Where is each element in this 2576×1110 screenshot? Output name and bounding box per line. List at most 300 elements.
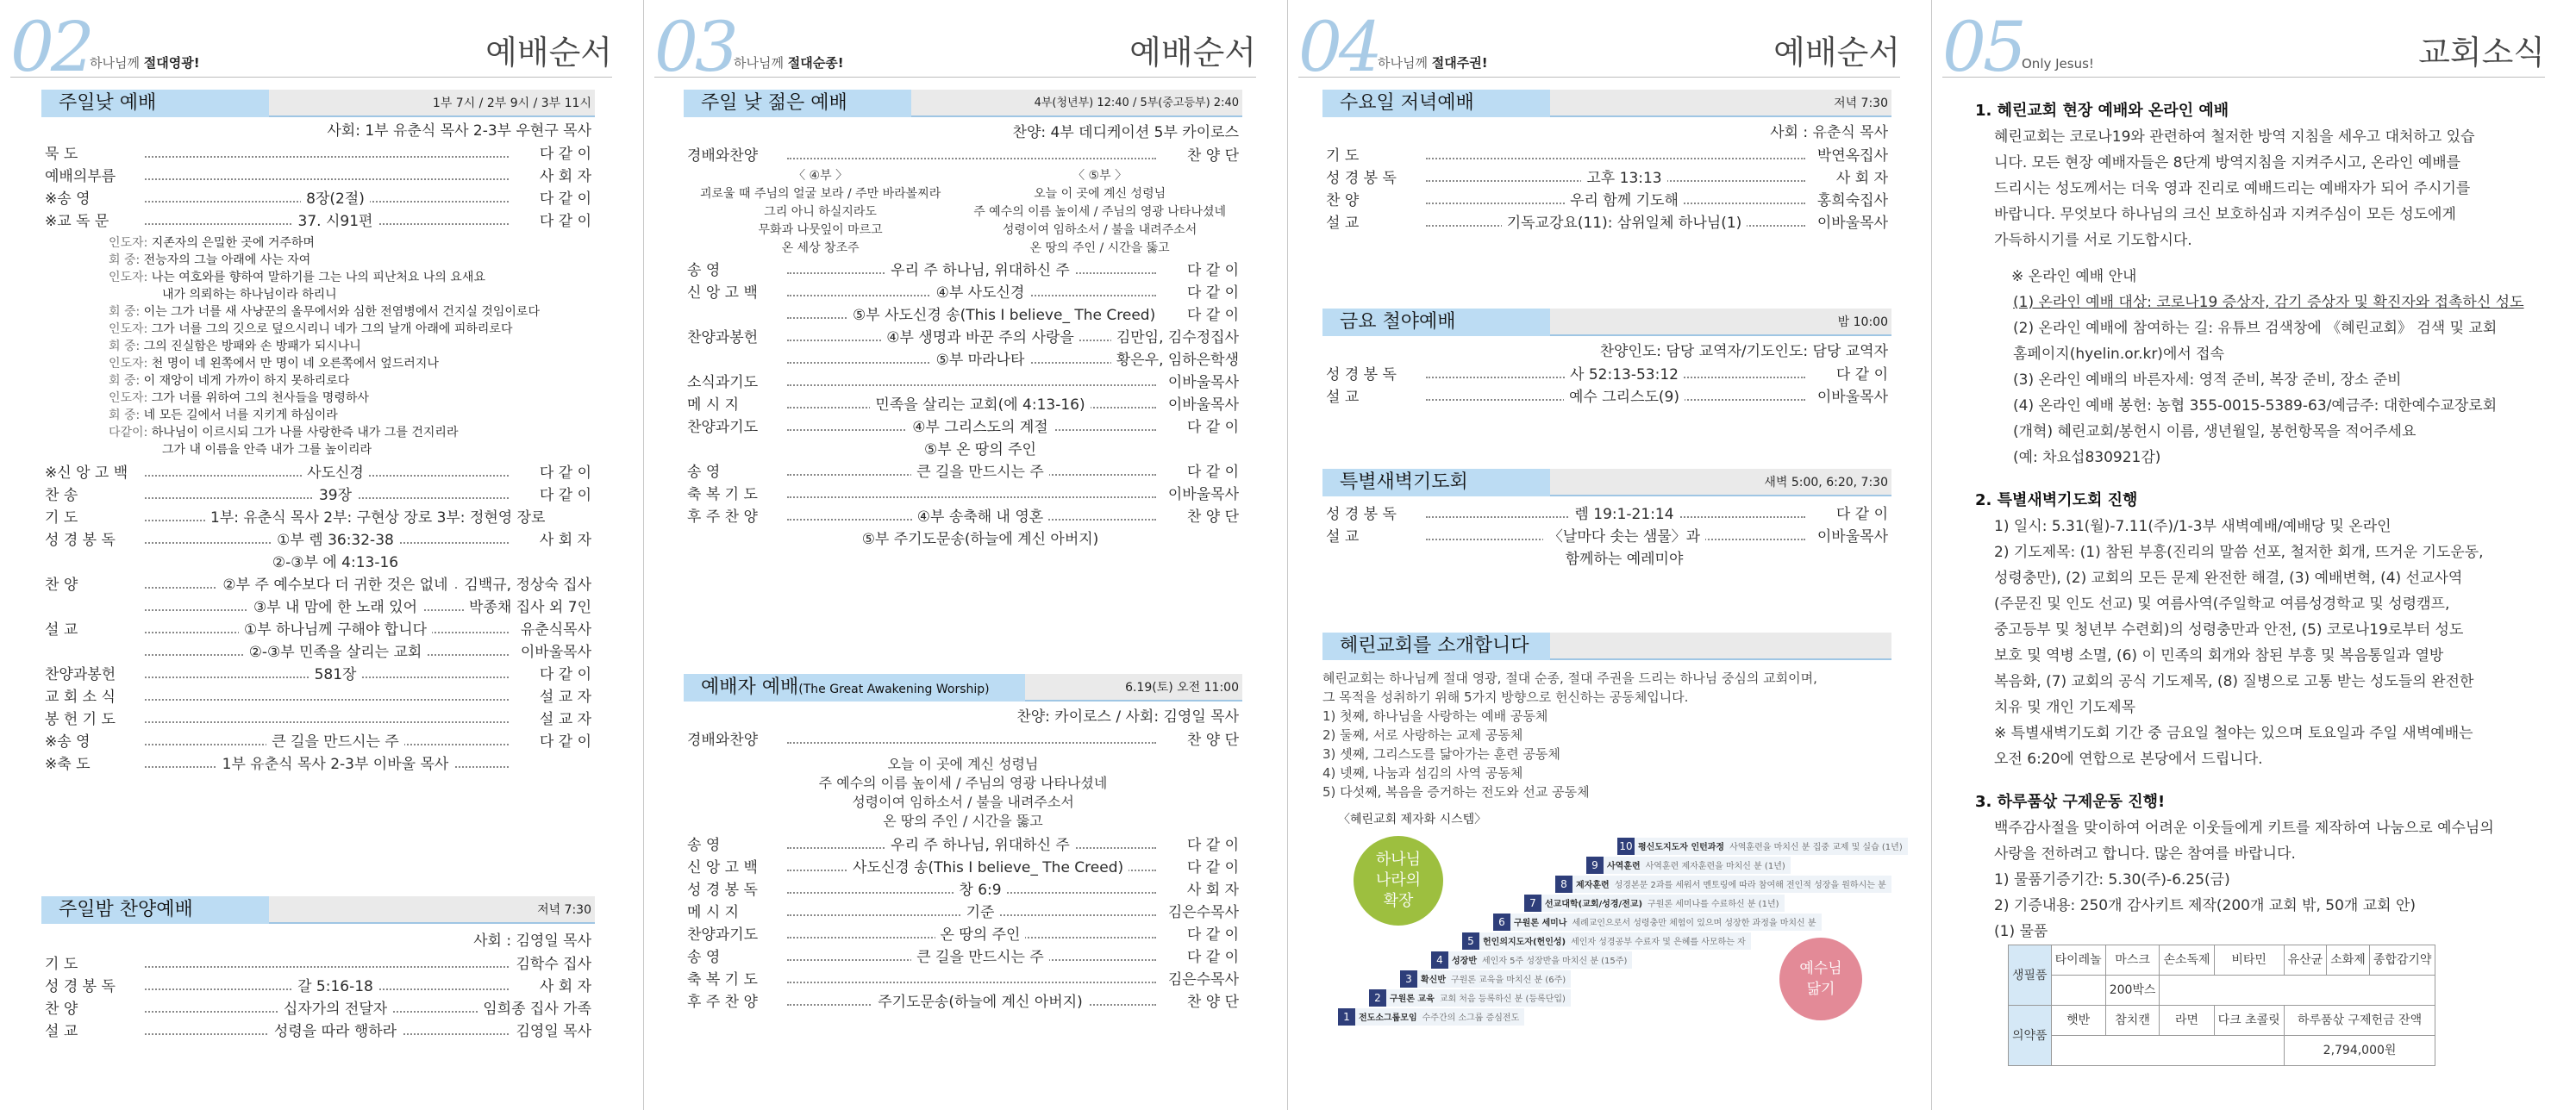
order-row: [41, 641, 595, 664]
row-label: 설 교: [45, 1023, 78, 1040]
reading-text: 그가 너를 그의 깃으로 덮으시리니 네가 그의 날개 아래에 피하리로다: [151, 322, 513, 336]
reading-text: 천 명이 네 왼쪽에서 만 명이 네 오른쪽에서 엎드러지나: [151, 357, 439, 371]
body-line: 2) 기증내용: 250개 감사키트 제작(200개 교회 밖, 50개 교회 안): [1994, 897, 2417, 914]
song-line: 오늘 이 곳에 계신 성령님: [1034, 187, 1166, 201]
step-item: [1431, 951, 1632, 969]
section-bar: [1322, 90, 1891, 117]
row-content-text: ②부 주 예수보다 더 귀한 것은 없네: [217, 577, 453, 594]
body-line: 혜린교회는 코로나19와 관련하여 철저한 방역 지침을 세우고 대처하고 있습: [1994, 128, 2475, 146]
row-dots: [787, 496, 1156, 498]
row-label: 기 도: [45, 956, 78, 973]
row-content: [847, 416, 1113, 439]
row-content-text: ⑤부 사도신경 송(This I believe_ The Creed): [847, 307, 1160, 324]
order-list: [1322, 145, 1891, 234]
step-number: 3: [1400, 970, 1417, 988]
section-time: 1부 7시 / 2부 9시 / 3부 11시: [432, 97, 591, 110]
row-content-text: 주기도문송(하늘에 계신 아버지): [872, 994, 1088, 1011]
row-content-text: 큰 길을 만드시는 주: [266, 733, 404, 751]
news-note: [1975, 720, 2535, 772]
row-content: [205, 753, 466, 776]
intro-line: 1) 첫째, 하나님을 사랑하는 예배 공동체: [1322, 708, 1548, 724]
row-content: [205, 976, 466, 998]
order-row: [684, 439, 1242, 461]
row-person: 다 같 이: [1831, 503, 1888, 526]
step-item: [1555, 876, 1891, 893]
note-line: 오전 6:20에 연합으로 본당에서 드립니다.: [1994, 751, 2263, 768]
circle-text: 하나님: [1375, 851, 1422, 869]
step-number: 9: [1586, 857, 1604, 874]
page-number: 04: [1298, 7, 1379, 87]
order-row: [41, 574, 595, 596]
row-content: [1486, 548, 1762, 571]
row-content: [847, 349, 1113, 371]
row-label: ※축 도: [45, 756, 91, 773]
responsive-reading: [41, 234, 595, 458]
row-label: 송 영: [687, 464, 721, 481]
reading-line: [41, 286, 595, 303]
order-row: [41, 507, 595, 529]
order-list: [684, 259, 1242, 551]
row-content: [205, 462, 466, 484]
step-title: 헌인의지도자(헌인성): [1483, 938, 1566, 947]
step-desc: 성경본문 2과를 세워서 멘토링에 따라 참여해 전인적 성장을 원하시는 분: [1614, 881, 1886, 890]
row-content: [1486, 526, 1762, 548]
row-content-text: ③부 내 맘에 한 노래 있어: [248, 599, 422, 616]
friday-worship: [1322, 309, 1891, 408]
row-content-text: 8장(2절): [301, 190, 370, 208]
page-title: 예배순서: [485, 34, 612, 72]
row-person: 김은수목사: [1163, 901, 1239, 924]
body-line: 중고등부 및 청년부 수련회)의 성령충만과 안전, (5) 코로나19로부터 성도: [1994, 621, 2464, 639]
step-number: 6: [1493, 914, 1510, 931]
reading-line: [41, 372, 595, 390]
body-line: 바랍니다. 무엇보다 하나님의 크신 보호하심과 지켜주심이 모든 성도에게: [1994, 206, 2456, 223]
section-time: 밤 10:00: [1837, 315, 1888, 329]
reading-line: [41, 355, 595, 372]
row-content: [847, 857, 1124, 879]
row-label: 소식과기도: [687, 374, 759, 391]
intro-line: 5) 다섯째, 복음을 증거하는 전도와 선교 공동체: [1322, 784, 1590, 800]
row-dots: [787, 384, 1156, 386]
row-label: 신 앙 고 백: [687, 859, 758, 876]
body-line: (1) 물품: [1994, 923, 2048, 940]
intro-line: 3) 셋째, 그리스도를 닮아가는 훈련 공동체: [1322, 746, 1560, 762]
table-cell: 참치캔: [2105, 1006, 2160, 1036]
reading-text: 그가 너를 위하여 그의 천사들을 명령하사: [151, 391, 369, 405]
section-title: 혜린교회를 소개합니다: [1322, 633, 1550, 660]
row-content: [847, 506, 1113, 528]
news-body: [1975, 124, 2535, 253]
row-content: [847, 879, 1113, 901]
order-row: [41, 753, 595, 776]
order-list: [41, 953, 595, 1043]
row-content-text: 우리 주 하나님, 위대하신 주: [885, 837, 1075, 854]
row-label: 축 복 기 도: [687, 971, 758, 988]
row-label: 찬양과봉헌: [687, 329, 759, 346]
order-row: [684, 969, 1242, 991]
row-label: 성 경 봉 독: [1326, 170, 1397, 187]
section-bar: [684, 674, 1242, 702]
page-worship-order-2: [644, 0, 1288, 1110]
step-item: [1493, 914, 1822, 931]
presider: 사회 : 김영일 목사: [473, 932, 591, 950]
row-content-text: 렘 19:1-21:14: [1569, 506, 1679, 523]
order-row: [41, 552, 595, 574]
body-line: 사랑을 전하려고 합니다. 많은 참여를 바랍니다.: [1994, 845, 2296, 863]
row-content-text: 큰 길을 만드시는 주: [911, 464, 1049, 481]
intro-line: 2) 둘째, 서로 사랑하는 교제 공동체: [1322, 727, 1523, 743]
row-person: 다 같 이: [535, 484, 591, 507]
reading-speaker: 회 중:: [109, 340, 144, 353]
item-line: (4) 온라인 예배 봉헌: 농협 355-0015-5389-63/예금주: 대한예수교장로회: [2013, 397, 2498, 415]
song-line: 성령이여 임하소서 / 불을 내려주소서: [852, 794, 1074, 810]
sunday-day-worship: [41, 90, 595, 776]
item-line: (2) 온라인 예배에 참여하는 길: 유튜브 검색창에 《혜린교회》 검색 및 교회: [2013, 320, 2498, 337]
body-line: 치유 및 개인 기도제목: [1994, 699, 2136, 716]
page-worship-order-1: [0, 0, 644, 1110]
row-content-text: 1부 유춘식 목사 2-3부 이바울 목사: [217, 756, 454, 773]
row-content: [847, 259, 1113, 282]
step-desc: 사역훈련을 마치신 분 집중 교제 및 실습 (1년): [1729, 843, 1903, 852]
row-label: 후 주 찬 양: [687, 994, 758, 1011]
row-content: [1486, 167, 1762, 190]
row-person: 김은수목사: [1163, 969, 1239, 991]
reading-line: [41, 269, 595, 286]
step-title: 제자훈련: [1576, 881, 1610, 890]
reading-text: 네 모든 길에서 너를 지키게 하심이라: [143, 408, 338, 422]
step-title: 사역훈련: [1607, 862, 1641, 871]
reading-speaker: 인도자:: [109, 236, 152, 250]
online-notice-title: ※ 온라인 예배 안내: [2011, 268, 2137, 285]
dawn-prayer: [1322, 469, 1891, 571]
row-person: 다 같 이: [535, 462, 591, 484]
row-content: [205, 731, 466, 753]
table-cell: 마스크: [2105, 945, 2160, 976]
page-church-news: [1932, 0, 2576, 1110]
row-label: 설 교: [1326, 528, 1360, 546]
order-row: [1322, 212, 1891, 234]
row-label: ※신 앙 고 백: [45, 465, 128, 482]
circle-text: 나라의: [1375, 871, 1422, 889]
awakening-worship: [684, 674, 1242, 1013]
sunday-night-worship: [41, 896, 595, 1043]
row-label: 예배의부름: [45, 168, 116, 185]
section-time: 저녁 7:30: [1834, 97, 1888, 110]
row-label: 송 영: [687, 949, 721, 966]
order-row: [684, 259, 1242, 282]
step-title: 구원론 세미나: [1514, 919, 1567, 928]
section-time: 4부(청년부) 12:40 / 5부(중고등부) 2:40: [1034, 97, 1239, 109]
row-person: 다 같 이: [1182, 834, 1239, 857]
row-label: 찬양과봉헌: [45, 666, 116, 683]
row-label: 묵 도: [45, 146, 78, 163]
order-row: [684, 857, 1242, 879]
row-content-text: 고후 13:13: [1581, 170, 1666, 187]
relief-table: [2008, 945, 2435, 1066]
page-header: [654, 7, 1256, 87]
reading-text: 그의 진실함은 방패와 손 방패가 되시나니: [143, 340, 361, 353]
row-dots: [145, 721, 509, 723]
page-motto: 하나님께 절대순종!: [734, 55, 844, 71]
news-body: [1975, 815, 2535, 945]
row-label: 봉 헌 기 도: [45, 711, 116, 728]
reading-speaker: 회 중:: [109, 253, 144, 267]
row-person: 설 교 자: [535, 708, 591, 731]
body-line: 드리시는 성도께서는 더욱 영과 진리로 예배드리는 예배자가 되어 주시기를: [1994, 180, 2471, 197]
step-item: [1524, 895, 1785, 912]
row-label: 성 경 봉 독: [45, 978, 116, 995]
reading-text: 이 재앙이 네게 가까이 하지 못하리로다: [143, 374, 350, 388]
circle-text: 예수님: [1799, 960, 1842, 977]
section-title: 예배자 예배(The Great Awakening Worship): [684, 674, 1025, 702]
reading-speaker: 회 중:: [109, 305, 144, 319]
table-cell: 다크 초콜릿: [2214, 1006, 2284, 1036]
reading-speaker: 인도자:: [109, 322, 152, 336]
row-person: 다 같 이: [535, 143, 591, 165]
page-motto: Only Jesus!: [2022, 56, 2094, 72]
row-label: ※송 영: [45, 190, 91, 208]
section-title: 주일낮 예배: [41, 90, 269, 117]
page-motto: 하나님께 절대영광!: [90, 55, 200, 71]
row-content-text: ②-③부 민족을 살리는 교회: [244, 644, 428, 661]
intro-line: 혜린교회는 하나님께 절대 영광, 절대 순종, 절대 주권을 드리는 하나님 중심의 교회이며,: [1322, 670, 1817, 686]
note-line: ※ 특별새벽기도회 기간 중 금요일 철야는 있으며 토요일과 주일 새벽예배는: [1994, 725, 2473, 742]
step-number: 2: [1369, 989, 1386, 1007]
presider: 사회: 1부 유춘식 목사 2-3부 우현구 목사: [327, 122, 591, 140]
page-title: 예배순서: [1129, 34, 1256, 72]
table-cell: 비타민: [2214, 945, 2284, 976]
discipleship-diagram: [1322, 810, 1903, 1026]
row-person: 다 같 이: [1182, 946, 1239, 969]
row-label: 성 경 봉 독: [45, 532, 116, 549]
row-dots: [787, 982, 1156, 983]
news-list: [1975, 95, 2535, 1066]
news-body: [1975, 514, 2535, 720]
order-row: [1322, 503, 1891, 526]
table-cell: 라면: [2160, 1006, 2214, 1036]
row-content: [847, 924, 1113, 946]
row-content: [847, 439, 1113, 461]
step-title: 평신도지도자 인턴과정: [1638, 843, 1725, 852]
body-line: 가득하시기를 서로 기도합시다.: [1994, 232, 2192, 249]
body-line: 보호 및 역병 소멸, (6) 이 민족의 회개와 참된 부흥 및 복음통일과 열방: [1994, 647, 2444, 664]
song-line: 〈 ④부 〉: [793, 169, 848, 183]
row-label: 축 복 기 도: [687, 486, 758, 503]
row-label: 기 도: [1326, 147, 1360, 165]
table-header: 생필품: [2009, 945, 2052, 1006]
song-columns: [684, 167, 1242, 258]
song-line: 온 땅의 주인 / 시간을 뚫고: [1029, 241, 1170, 255]
intro-line: 4) 넷째, 나눔과 섬김의 사역 공동체: [1322, 765, 1523, 781]
step-item: [1617, 838, 1908, 855]
row-content: [847, 282, 1113, 304]
item-line: (3) 온라인 예배의 바른자세: 영적 준비, 복장 준비, 장소 준비: [2013, 371, 2402, 389]
row-label: 송 영: [687, 262, 721, 279]
order-list: [684, 834, 1242, 1013]
news-title: 2. 특별새벽기도회 진행: [1975, 491, 2138, 509]
row-person: 사 회 자: [535, 976, 591, 998]
row-label: 찬 양: [45, 1001, 78, 1018]
section-time: 새벽 5:00, 6:20, 7:30: [1764, 476, 1888, 490]
row-person: 다 같 이: [535, 731, 591, 753]
item-line: (개혁) 혜린교회/봉헌시 이름, 생년월일, 봉헌항목을 적어주세요: [2013, 423, 2417, 440]
row-content: [205, 1020, 466, 1043]
row-content: [205, 641, 466, 664]
row-content: [847, 901, 1113, 924]
item-line: (1) 온라인 예배 대상: 코로나19 증상자, 감기 증상자 및 확진자와 접촉하신 성도: [2013, 294, 2524, 311]
row-label: 메 시 지: [687, 396, 740, 414]
row-content-text: ④부 송축해 내 영혼: [912, 508, 1048, 526]
row-label: 기 도: [45, 509, 78, 527]
step-title: 선교대학(교회/성경/전교): [1545, 900, 1643, 909]
step-desc: 교회 처음 등록하신 분 (등록단입): [1439, 995, 1566, 1004]
order-list: [1322, 364, 1891, 408]
row-content-text: ④부 그리스도의 계절: [907, 419, 1053, 436]
row-label: 설 교: [1326, 389, 1360, 406]
row-label: 후 주 찬 양: [687, 508, 758, 526]
table-cell: 손소독제: [2160, 945, 2214, 976]
row-person: 다 같 이: [1182, 857, 1239, 879]
intro-line: 그 목적을 성취하기 위해 5가지 방향으로 헌신하는 공동체입니다.: [1322, 689, 1689, 705]
reading-speaker: 회 중:: [109, 374, 144, 388]
row-person: 김영일 목사: [510, 1020, 591, 1043]
row-person: 사 회 자: [1182, 879, 1239, 901]
order-row: [41, 143, 595, 165]
row-person: 다 같 이: [1182, 282, 1239, 304]
row-content-text: 581장: [309, 666, 362, 683]
reading-line: [41, 424, 595, 441]
table-cell: 유산균: [2284, 945, 2327, 976]
song-line: 오늘 이 곳에 계신 성령님: [887, 756, 1039, 772]
row-label: 메 시 지: [687, 904, 740, 921]
row-label: 송 영: [687, 837, 721, 854]
section-bar: [1322, 469, 1891, 496]
reading-line: [41, 407, 595, 424]
row-person: 다 같 이: [535, 188, 591, 210]
order-row: [684, 946, 1242, 969]
row-label: 설 교: [1326, 215, 1360, 232]
row-content: [847, 946, 1113, 969]
table-cell: 200박스: [2105, 976, 2160, 1006]
row-content-text: 기준: [961, 904, 1000, 921]
song-line: 괴로울 때 주님의 얼굴 보라 / 주만 바라볼찌라: [699, 187, 941, 201]
section-time: 6.19(토) 오전 11:00: [1125, 681, 1239, 695]
row-person: 홍희숙집사: [1812, 190, 1888, 212]
step-item: [1369, 989, 1571, 1007]
row-person: 황은우, 임하은학생: [1111, 349, 1239, 371]
order-row: [684, 416, 1242, 439]
row-person: 김백규, 정상숙 집사: [459, 574, 591, 596]
row-content: [205, 210, 466, 233]
order-row: [684, 991, 1242, 1013]
order-row: [41, 165, 595, 188]
row-content-text: ②-③부 에 4:13-16: [267, 554, 403, 571]
order-row: [684, 528, 1242, 551]
row-content: [205, 188, 466, 210]
row-person: 이바울목사: [1163, 394, 1239, 416]
table-cell: 타이레놀: [2051, 945, 2105, 976]
reading-line: [41, 252, 595, 269]
page-title: 교회소식: [2418, 34, 2545, 72]
section-bar: [684, 90, 1242, 117]
row-person: 다 같 이: [1831, 364, 1888, 386]
row-content-text: ①부 하나님께 구해야 합니다: [239, 621, 432, 639]
row-content: [205, 529, 466, 552]
church-intro: [1322, 633, 1903, 1026]
reading-line: [41, 338, 595, 355]
row-content: [847, 394, 1113, 416]
diagram-title: 〈혜린교회 제자화 시스템〉: [1338, 813, 1487, 826]
body-line: 성령충만), (2) 교회의 모든 문제 완전한 해결, (3) 예배변혁, (4) 선교사역: [1994, 570, 2463, 587]
song-line: 주 예수의 이름 높이세 / 주님의 영광 나타나셨네: [818, 775, 1108, 791]
order-row: [684, 461, 1242, 483]
step-title: 전도소그룹모임: [1359, 1013, 1417, 1023]
row-content-text: 37. 시91편: [293, 213, 378, 230]
order-row: [41, 210, 595, 233]
body-line: 니다. 모든 현장 예배자들은 8단계 방역지침을 지켜주시고, 온라인 예배를: [1994, 154, 2461, 171]
reading-line: [41, 390, 595, 407]
row-content-text: 예수 그리스도(9): [1564, 389, 1685, 406]
row-content: [205, 998, 466, 1020]
row-content-text: ④부 생명과 바꾼 주의 사랑을: [881, 329, 1079, 346]
order-row: [41, 529, 595, 552]
step-number: 8: [1555, 876, 1572, 893]
young-worship: [684, 90, 1242, 551]
step-desc: 세례교인으로서 성령충만 체험이 있으며 성장한 과정을 마치신 분: [1572, 919, 1816, 928]
step-item: [1400, 970, 1571, 988]
order-row: [1322, 526, 1891, 548]
row-content-text: 함께하는 예레미야: [1560, 551, 1689, 568]
item-line: 홈페이지(hyelin.or.kr)에서 접속: [2013, 346, 2225, 363]
page-number: 02: [10, 7, 91, 87]
row-label: 찬 송: [45, 487, 78, 504]
news-title: 3. 하루품삯 구제운동 진행!: [1975, 793, 2166, 811]
table-cell: 종합감기약: [2369, 945, 2435, 976]
table-cell: 2,794,000원: [2284, 1036, 2435, 1066]
page-worship-order-3: [1288, 0, 1932, 1110]
row-content: [847, 991, 1113, 1013]
row-dots: [1426, 158, 1805, 159]
section-title: 특별새벽기도회: [1322, 469, 1550, 496]
song-line: 온 땅의 주인 / 시간을 뚫고: [883, 813, 1043, 829]
reading-speaker: 인도자:: [109, 391, 152, 405]
reading-line: [41, 303, 595, 321]
section-bar: [41, 896, 595, 924]
order-row: [684, 879, 1242, 901]
row-person: 박종채 집사 외 7인: [464, 596, 591, 619]
row-content: [205, 574, 466, 596]
step-title: 성장반: [1452, 957, 1477, 966]
row-label: ※교 독 문: [45, 213, 109, 230]
row-content-text: 사 52:13-53:12: [1565, 366, 1684, 384]
row-content-text: ①부 렘 36:32-38: [272, 532, 399, 549]
page-motto: 하나님께 절대주권!: [1378, 55, 1488, 71]
row-person: 이바울목사: [1163, 371, 1239, 394]
row-content: [847, 327, 1113, 349]
step-item: [1586, 857, 1791, 874]
table-cell: 소화제: [2327, 945, 2370, 976]
body-line: 복음화, (7) 교회의 공식 기도제목, (8) 질병으로 고통 받는 성도들의 완전한: [1994, 673, 2474, 690]
step-desc: 구원론 교육을 마치신 분 (6주): [1450, 976, 1566, 985]
order-row: [684, 304, 1242, 327]
order-row: [684, 483, 1242, 506]
step-number: 5: [1462, 932, 1479, 950]
kingdom-circle: [1354, 836, 1443, 926]
step-number: 1: [1338, 1008, 1355, 1026]
row-person: 다 같 이: [1182, 924, 1239, 946]
row-label: 성 경 봉 독: [1326, 506, 1397, 523]
order-row: [684, 349, 1242, 371]
